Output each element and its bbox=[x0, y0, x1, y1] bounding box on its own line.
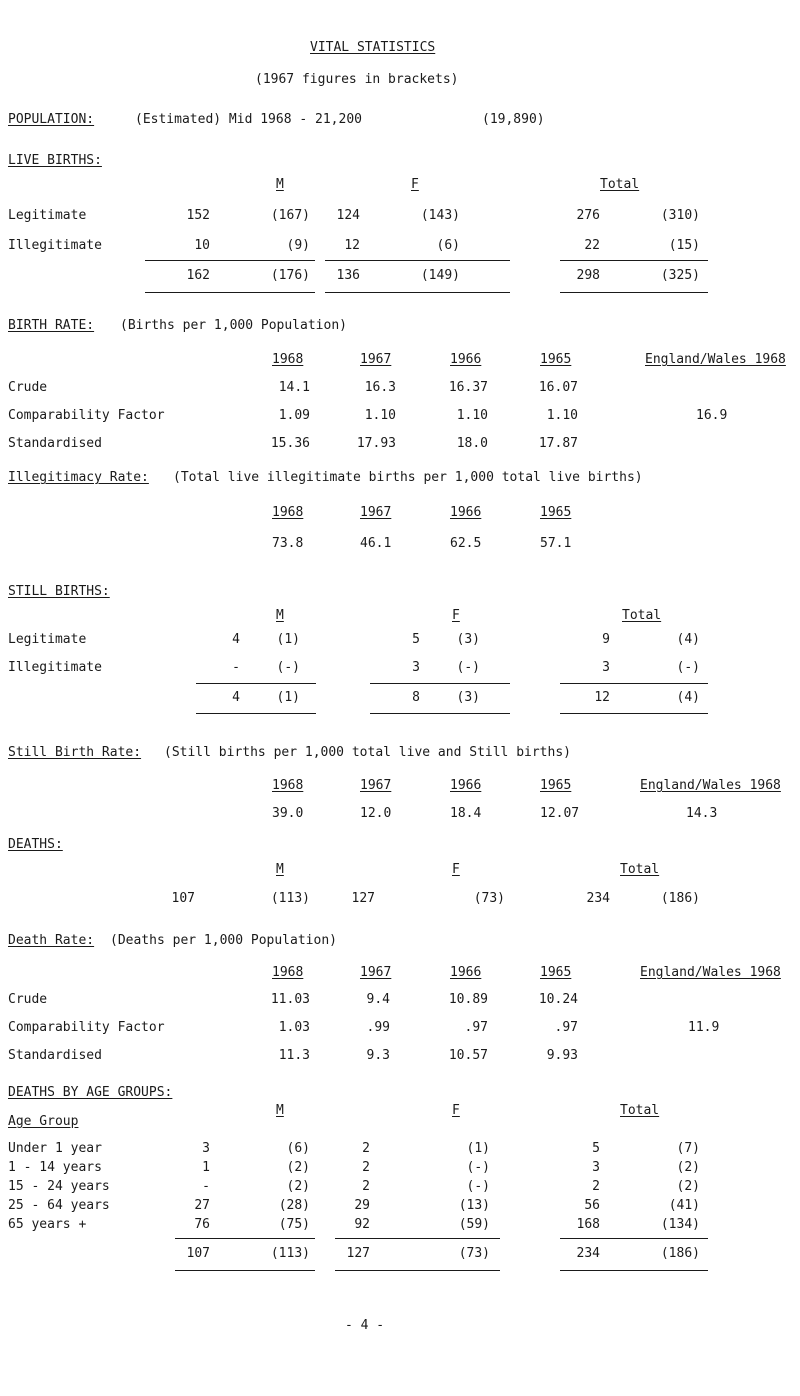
row-label: Illegitimate bbox=[8, 238, 102, 253]
deaths-col-m: M bbox=[276, 862, 284, 877]
year-header: 1967 bbox=[360, 778, 392, 793]
still-births-col-total: Total bbox=[622, 608, 662, 623]
deaths-age-col-total: Total bbox=[620, 1103, 660, 1118]
m-total: 107 bbox=[186, 1246, 210, 1261]
total-prev-value: (4) bbox=[676, 632, 700, 647]
row-label: Comparability Factor bbox=[8, 1020, 165, 1035]
rate-value: 15.36 bbox=[270, 436, 310, 451]
ew-header: England/Wales 1968 bbox=[645, 352, 786, 367]
year-header: 1966 bbox=[450, 352, 482, 367]
total-total: 298 bbox=[576, 268, 600, 283]
year-header: 1966 bbox=[450, 965, 482, 980]
rate-value: 18.0 bbox=[456, 436, 488, 451]
total-prev-value: (2) bbox=[676, 1160, 700, 1175]
year-header: 1965 bbox=[540, 778, 572, 793]
f-total: 8 bbox=[412, 690, 420, 705]
total-value: 168 bbox=[576, 1217, 600, 1232]
divider-m bbox=[175, 1238, 315, 1239]
year-header: 1965 bbox=[540, 352, 572, 367]
f-value: 2 bbox=[362, 1160, 370, 1175]
f-value: 2 bbox=[362, 1179, 370, 1194]
m-prev-value: (6) bbox=[286, 1141, 310, 1156]
divider-total-bottom bbox=[560, 292, 708, 293]
m-prev-value: (28) bbox=[278, 1198, 310, 1213]
divider-f bbox=[370, 683, 510, 684]
f-value: 12 bbox=[344, 238, 360, 253]
total-prev-value: (7) bbox=[676, 1141, 700, 1156]
m-prev-value: (167) bbox=[270, 208, 310, 223]
total-value: 22 bbox=[584, 238, 600, 253]
f-prev-total: (3) bbox=[456, 690, 480, 705]
year-header: 1968 bbox=[272, 965, 304, 980]
divider-m-bottom bbox=[145, 292, 315, 293]
m-value: 27 bbox=[194, 1198, 210, 1213]
rate-value: 11.03 bbox=[270, 992, 310, 1007]
total-value: 3 bbox=[592, 1160, 600, 1175]
total-prev-value: (15) bbox=[668, 238, 700, 253]
f-prev-value: (6) bbox=[436, 238, 460, 253]
f-total: 136 bbox=[336, 268, 360, 283]
m-prev-value: (113) bbox=[270, 891, 310, 906]
death-rate-sub: (Deaths per 1,000 Population) bbox=[110, 933, 337, 948]
page-number: - 4 - bbox=[345, 1318, 385, 1333]
page-subtitle: (1967 figures in brackets) bbox=[255, 72, 459, 87]
divider-m-bottom bbox=[196, 713, 316, 714]
m-prev-value: (2) bbox=[286, 1160, 310, 1175]
f-prev-value: (-) bbox=[466, 1179, 490, 1194]
row-label: 15 - 24 years bbox=[8, 1179, 110, 1194]
total-value: 2 bbox=[592, 1179, 600, 1194]
year-header: 1968 bbox=[272, 505, 304, 520]
m-value: - bbox=[202, 1179, 210, 1194]
total-prev-total: (325) bbox=[660, 268, 700, 283]
f-value: 5 bbox=[412, 632, 420, 647]
f-value: 2 bbox=[362, 1141, 370, 1156]
year-header: 1967 bbox=[360, 352, 392, 367]
rate-value: .99 bbox=[366, 1020, 390, 1035]
f-prev-value: (-) bbox=[466, 1160, 490, 1175]
rate-value: 1.03 bbox=[278, 1020, 310, 1035]
m-value: 152 bbox=[186, 208, 210, 223]
f-prev-value: (143) bbox=[420, 208, 460, 223]
m-total: 4 bbox=[232, 690, 240, 705]
rate-value: .97 bbox=[464, 1020, 488, 1035]
m-prev-value: (2) bbox=[286, 1179, 310, 1194]
total-prev-total: (186) bbox=[660, 1246, 700, 1261]
live-births-col-f: F bbox=[411, 177, 419, 192]
m-value: 3 bbox=[202, 1141, 210, 1156]
population-prev: (19,890) bbox=[482, 112, 545, 127]
rate-value: 9.3 bbox=[366, 1048, 390, 1063]
still-births-col-f: F bbox=[452, 608, 460, 623]
divider-f-bottom bbox=[370, 713, 510, 714]
row-label: 1 - 14 years bbox=[8, 1160, 102, 1175]
rate-value: 9.4 bbox=[366, 992, 390, 1007]
deaths-age-heading: DEATHS BY AGE GROUPS: bbox=[8, 1085, 173, 1100]
birth-rate-heading: BIRTH RATE: bbox=[8, 318, 95, 333]
live-births-col-m: M bbox=[276, 177, 284, 192]
row-label: Under 1 year bbox=[8, 1141, 102, 1156]
divider-total bbox=[560, 1238, 708, 1239]
still-birth-rate-value: 39.0 bbox=[272, 806, 304, 821]
rate-value: 16.3 bbox=[364, 380, 396, 395]
f-value: 29 bbox=[354, 1198, 370, 1213]
year-header: 1967 bbox=[360, 965, 392, 980]
f-value: 92 bbox=[354, 1217, 370, 1232]
m-value: - bbox=[232, 660, 240, 675]
f-prev-total: (149) bbox=[420, 268, 460, 283]
total-prev-value: (310) bbox=[660, 208, 700, 223]
f-prev-value: (73) bbox=[473, 891, 505, 906]
m-value: 76 bbox=[194, 1217, 210, 1232]
f-prev-total: (73) bbox=[458, 1246, 490, 1261]
rate-value: 10.89 bbox=[448, 992, 488, 1007]
f-value: 3 bbox=[412, 660, 420, 675]
total-prev-value: (134) bbox=[660, 1217, 700, 1232]
illegitimacy-value: 73.8 bbox=[272, 536, 304, 551]
year-header: 1966 bbox=[450, 778, 482, 793]
m-prev-total: (176) bbox=[270, 268, 310, 283]
illegitimacy-value: 46.1 bbox=[360, 536, 392, 551]
f-prev-value: (-) bbox=[456, 660, 480, 675]
year-header: 1966 bbox=[450, 505, 482, 520]
deaths-heading: DEATHS: bbox=[8, 837, 63, 852]
age-group-header: Age Group bbox=[8, 1114, 79, 1129]
divider-total bbox=[560, 260, 708, 261]
total-total: 12 bbox=[594, 690, 610, 705]
total-prev-total: (4) bbox=[676, 690, 700, 705]
year-header: 1968 bbox=[272, 778, 304, 793]
ew-value: 11.9 bbox=[688, 1020, 720, 1035]
divider-f-bottom bbox=[335, 1270, 500, 1271]
m-value: 107 bbox=[171, 891, 195, 906]
year-header: 1968 bbox=[272, 352, 304, 367]
row-label: Crude bbox=[8, 992, 48, 1007]
rate-value: 14.1 bbox=[278, 380, 310, 395]
m-prev-value: (9) bbox=[286, 238, 310, 253]
total-value: 9 bbox=[602, 632, 610, 647]
m-prev-value: (1) bbox=[276, 632, 300, 647]
illegitimacy-heading: Illegitimacy Rate: bbox=[8, 470, 149, 485]
total-value: 5 bbox=[592, 1141, 600, 1156]
deaths-col-f: F bbox=[452, 862, 460, 877]
row-label: Illegitimate bbox=[8, 660, 102, 675]
total-prev-value: (41) bbox=[668, 1198, 700, 1213]
f-value: 127 bbox=[351, 891, 375, 906]
m-value: 10 bbox=[194, 238, 210, 253]
row-label: 65 years + bbox=[8, 1217, 87, 1232]
still-birth-rate-heading: Still Birth Rate: bbox=[8, 745, 142, 760]
row-label: Comparability Factor bbox=[8, 408, 165, 423]
ew-header: England/Wales 1968 bbox=[640, 965, 781, 980]
rate-value: 11.3 bbox=[278, 1048, 310, 1063]
total-value: 234 bbox=[586, 891, 610, 906]
total-prev-value: (186) bbox=[660, 891, 700, 906]
deaths-age-col-f: F bbox=[452, 1103, 460, 1118]
still-birth-rate-sub: (Still births per 1,000 total live and Still births) bbox=[164, 745, 571, 760]
divider-f-bottom bbox=[325, 292, 510, 293]
m-prev-total: (1) bbox=[276, 690, 300, 705]
row-label: Standardised bbox=[8, 1048, 102, 1063]
death-rate-heading: Death Rate: bbox=[8, 933, 95, 948]
rate-value: 10.24 bbox=[538, 992, 578, 1007]
rate-value: 1.10 bbox=[456, 408, 488, 423]
rate-value: 16.07 bbox=[538, 380, 578, 395]
divider-total bbox=[560, 683, 708, 684]
total-value: 56 bbox=[584, 1198, 600, 1213]
f-prev-value: (59) bbox=[458, 1217, 490, 1232]
birth-rate-sub: (Births per 1,000 Population) bbox=[120, 318, 347, 333]
m-total: 162 bbox=[186, 268, 210, 283]
f-prev-value: (3) bbox=[456, 632, 480, 647]
population-label: POPULATION: bbox=[8, 112, 95, 127]
m-value: 4 bbox=[232, 632, 240, 647]
year-header: 1967 bbox=[360, 505, 392, 520]
rate-value: 1.10 bbox=[546, 408, 578, 423]
live-births-heading: LIVE BIRTHS: bbox=[8, 153, 102, 168]
divider-f bbox=[325, 260, 510, 261]
row-label: 25 - 64 years bbox=[8, 1198, 110, 1213]
rate-value: 9.93 bbox=[546, 1048, 578, 1063]
illegitimacy-value: 57.1 bbox=[540, 536, 572, 551]
divider-total-bottom bbox=[560, 713, 708, 714]
total-value: 276 bbox=[576, 208, 600, 223]
live-births-col-total: Total bbox=[600, 177, 640, 192]
divider-total-bottom bbox=[560, 1270, 708, 1271]
f-value: 124 bbox=[336, 208, 360, 223]
illegitimacy-value: 62.5 bbox=[450, 536, 482, 551]
rate-value: .97 bbox=[554, 1020, 578, 1035]
rate-value: 16.37 bbox=[448, 380, 488, 395]
row-label: Standardised bbox=[8, 436, 102, 451]
row-label: Legitimate bbox=[8, 208, 87, 223]
deaths-age-col-m: M bbox=[276, 1103, 284, 1118]
m-value: 1 bbox=[202, 1160, 210, 1175]
still-birth-rate-value: 12.0 bbox=[360, 806, 392, 821]
rate-value: 17.93 bbox=[356, 436, 396, 451]
rate-value: 1.09 bbox=[278, 408, 310, 423]
ew-header: England/Wales 1968 bbox=[640, 778, 781, 793]
deaths-col-total: Total bbox=[620, 862, 660, 877]
total-total: 234 bbox=[576, 1246, 600, 1261]
divider-f bbox=[335, 1238, 500, 1239]
divider-m-bottom bbox=[175, 1270, 315, 1271]
year-header: 1965 bbox=[540, 965, 572, 980]
still-births-col-m: M bbox=[276, 608, 284, 623]
still-births-heading: STILL BIRTHS: bbox=[8, 584, 110, 599]
total-value: 3 bbox=[602, 660, 610, 675]
divider-m bbox=[196, 683, 316, 684]
ew-value: 16.9 bbox=[696, 408, 728, 423]
divider-m bbox=[145, 260, 315, 261]
total-prev-value: (-) bbox=[676, 660, 700, 675]
row-label: Crude bbox=[8, 380, 48, 395]
rate-value: 10.57 bbox=[448, 1048, 488, 1063]
illegitimacy-sub: (Total live illegitimate births per 1,000 total live births) bbox=[173, 470, 643, 485]
rate-value: 17.87 bbox=[538, 436, 578, 451]
population-text: (Estimated) Mid 1968 - 21,200 bbox=[135, 112, 362, 127]
still-birth-rate-value: 18.4 bbox=[450, 806, 482, 821]
f-prev-value: (13) bbox=[458, 1198, 490, 1213]
ew-value: 14.3 bbox=[686, 806, 718, 821]
f-prev-value: (1) bbox=[466, 1141, 490, 1156]
m-prev-value: (75) bbox=[278, 1217, 310, 1232]
row-label: Legitimate bbox=[8, 632, 87, 647]
total-prev-value: (2) bbox=[676, 1179, 700, 1194]
m-prev-total: (113) bbox=[270, 1246, 310, 1261]
f-total: 127 bbox=[346, 1246, 370, 1261]
year-header: 1965 bbox=[540, 505, 572, 520]
rate-value: 1.10 bbox=[364, 408, 396, 423]
m-prev-value: (-) bbox=[276, 660, 300, 675]
still-birth-rate-value: 12.07 bbox=[540, 806, 580, 821]
page-title: VITAL STATISTICS bbox=[310, 40, 436, 55]
